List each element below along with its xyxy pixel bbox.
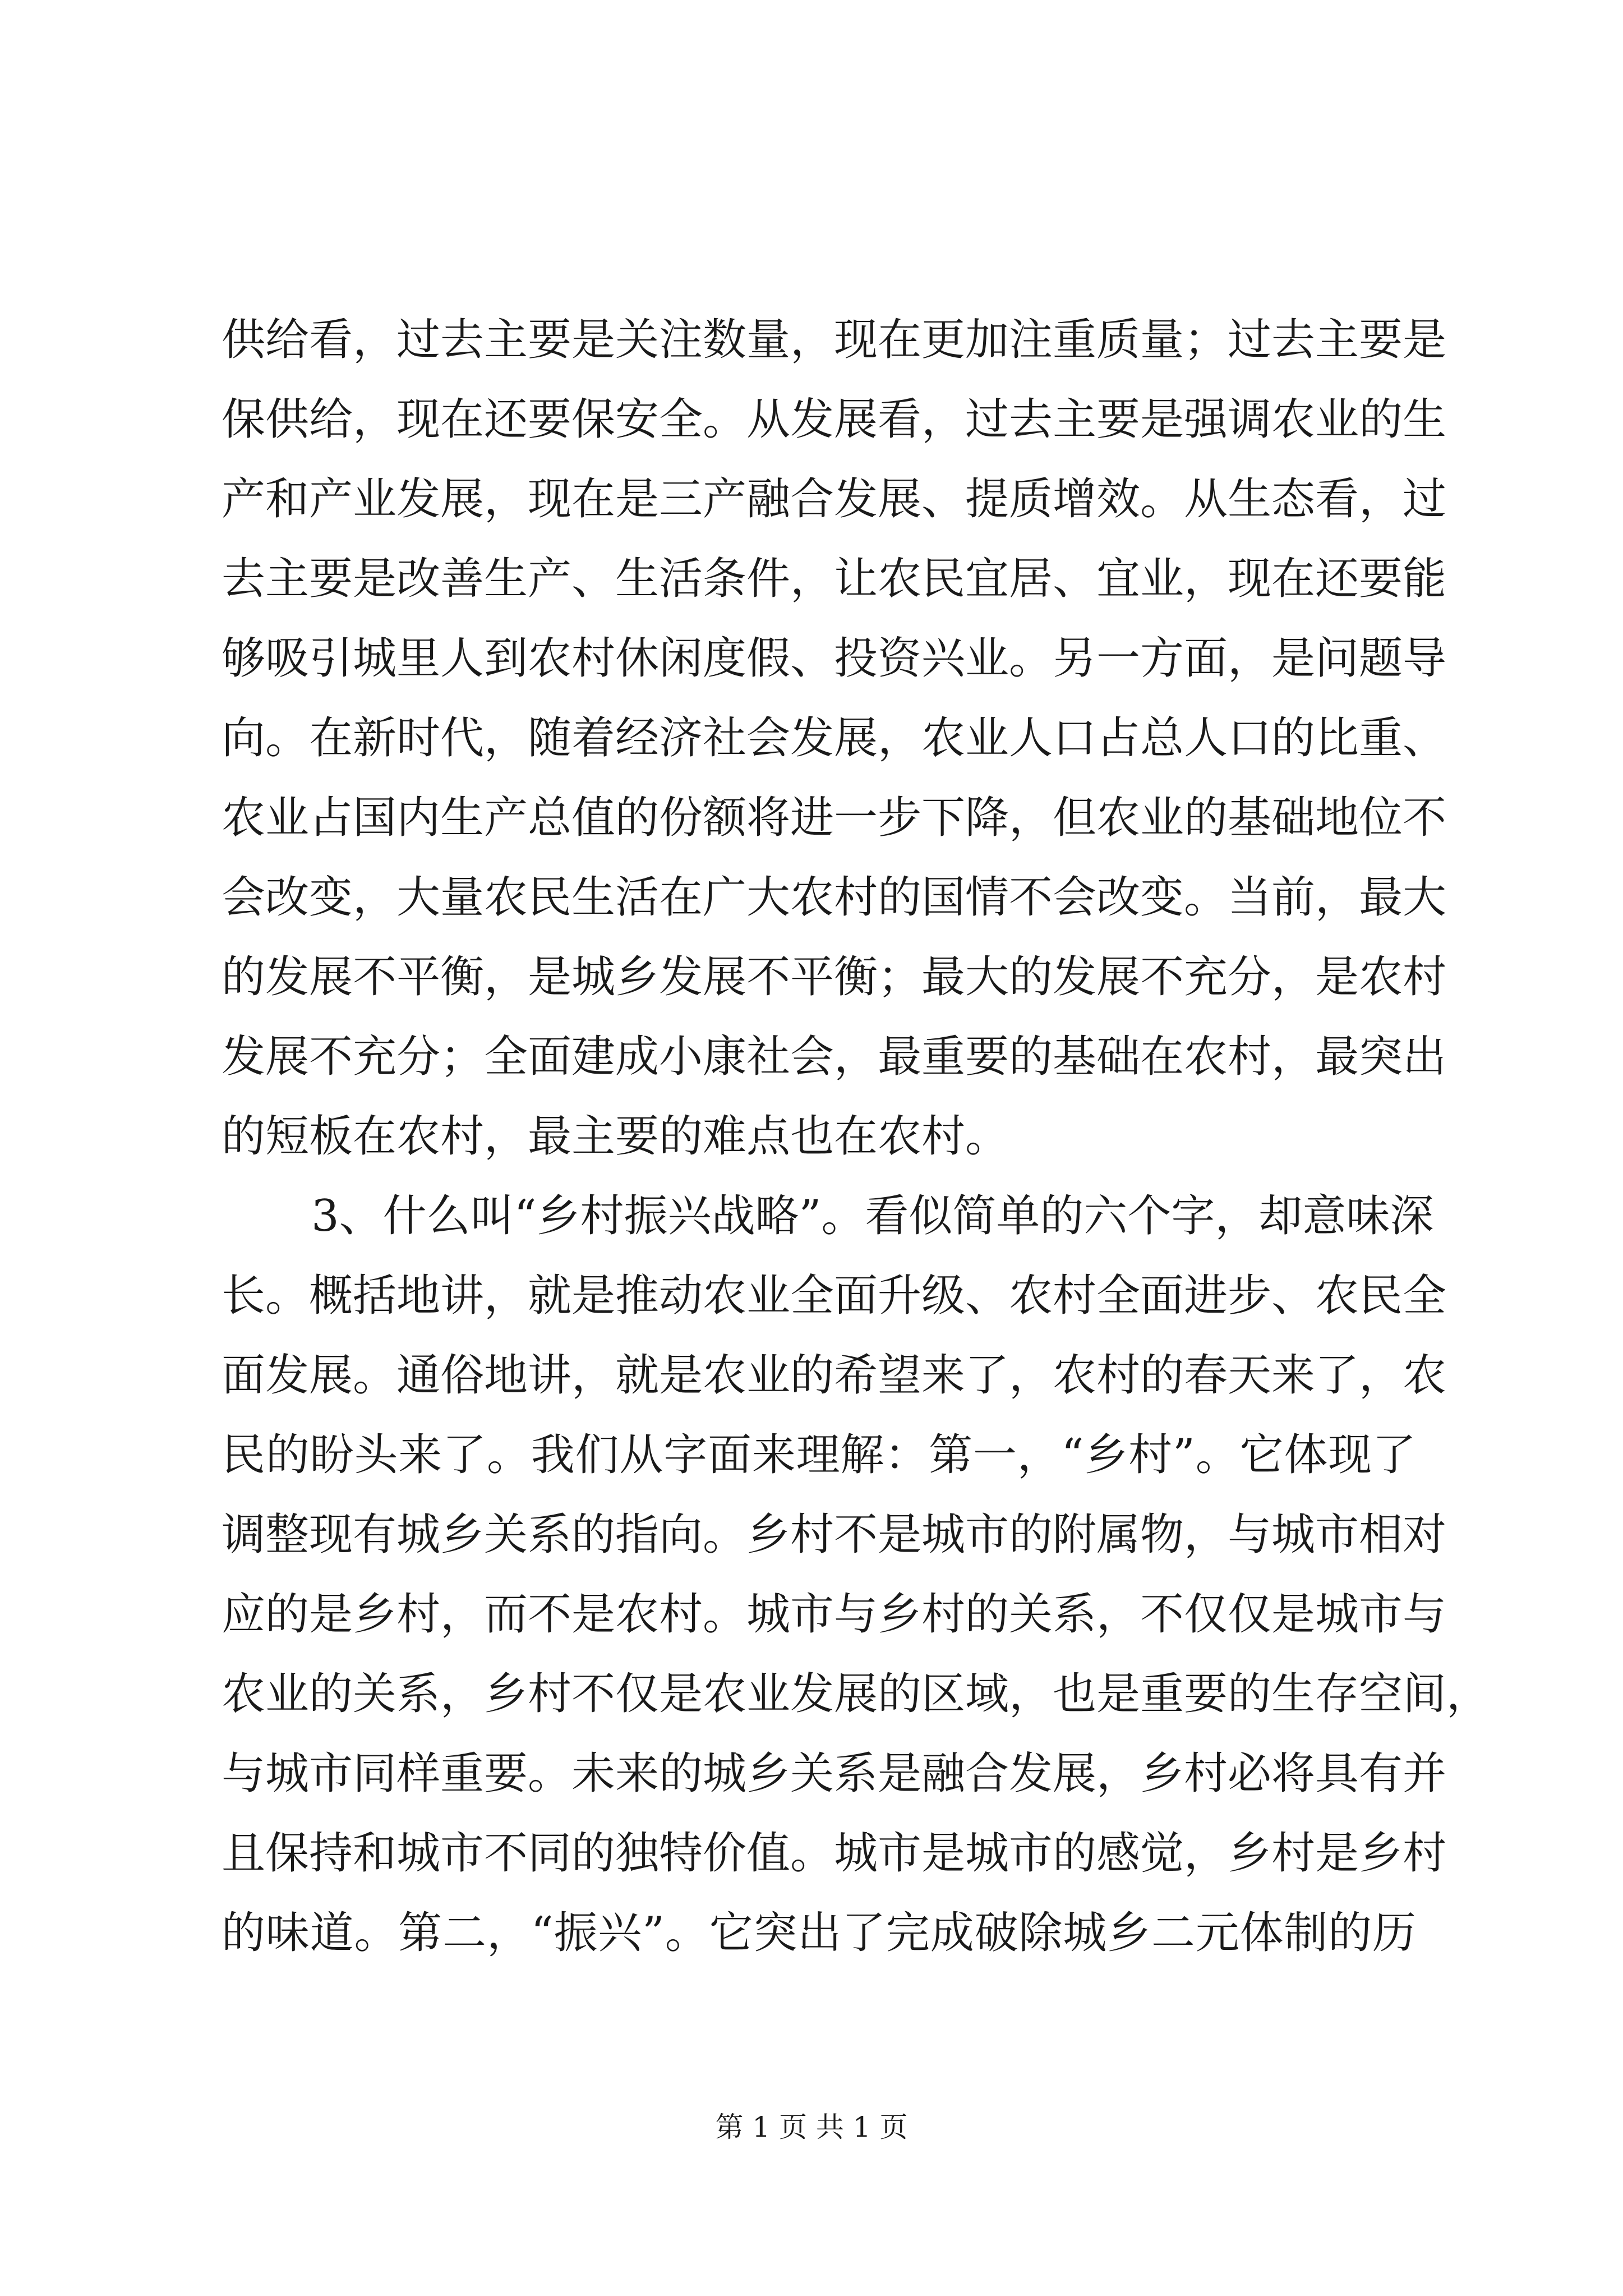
text-line: 保供给，现在还要保安全。从发展看，过去主要是强调农业的生 xyxy=(222,394,1447,445)
text-line: 发展不充分；全面建成小康社会，最重要的基础在农村，最突出 xyxy=(222,1032,1447,1082)
text-line: 去主要是改善生产、生活条件，让农民宜居、宜业，现在还要能 xyxy=(222,554,1447,604)
text-line: 会改变，大量农民生活在广大农村的国情不会改变。当前，最大 xyxy=(222,872,1447,923)
paragraph-start-line: 3、什么叫“乡村振兴战略”。看似简单的六个字，却意味深 xyxy=(311,1191,1434,1241)
text-line: 长。概括地讲，就是推动农业全面升级、农村全面进步、农民全 xyxy=(222,1271,1447,1321)
text-line: 的味道。第二，“振兴”。它突出了完成破除城乡二元体制的历 xyxy=(222,1908,1416,1958)
text-line: 面发展。通俗地讲，就是农业的希望来了，农村的春天来了，农 xyxy=(222,1350,1447,1401)
text-line: 向。在新时代，随着经济社会发展，农业人口占总人口的比重、 xyxy=(222,713,1447,763)
text-line: 农业占国内生产总值的份额将进一步下降，但农业的基础地位不 xyxy=(222,793,1447,843)
text-line: 调整现有城乡关系的指向。乡村不是城市的附属物，与城市相对 xyxy=(222,1510,1447,1560)
text-line: 供给看，过去主要是关注数量，现在更加注重质量；过去主要是 xyxy=(222,315,1447,365)
text-line: 民的盼头来了。我们从字面来理解：第一，“乡村”。它体现了 xyxy=(222,1430,1416,1480)
text-line: 够吸引城里人到农村休闲度假、投资兴业。另一方面，是问题导 xyxy=(222,633,1447,684)
page-number-footer: 第 1 页 共 1 页 xyxy=(715,2111,908,2143)
text-line: 与城市同样重要。未来的城乡关系是融合发展，乡村必将具有并 xyxy=(222,1749,1447,1799)
text-line: 应的是乡村，而不是农村。城市与乡村的关系，不仅仅是城市与 xyxy=(222,1589,1447,1640)
text-line: 农业的关系，乡村不仅是农业发展的区域，也是重要的生存空间， xyxy=(222,1669,1491,1719)
paragraph-end-line: 的短板在农村，最主要的难点也在农村。 xyxy=(222,1111,1009,1162)
text-line: 产和产业发展，现在是三产融合发展、提质增效。从生态看，过 xyxy=(222,474,1447,524)
body-text xyxy=(222,300,1491,1973)
text-line: 的发展不平衡，是城乡发展不平衡；最大的发展不充分，是农村 xyxy=(222,952,1447,1002)
text-line: 且保持和城市不同的独特价值。城市是城市的感觉，乡村是乡村 xyxy=(222,1828,1447,1879)
